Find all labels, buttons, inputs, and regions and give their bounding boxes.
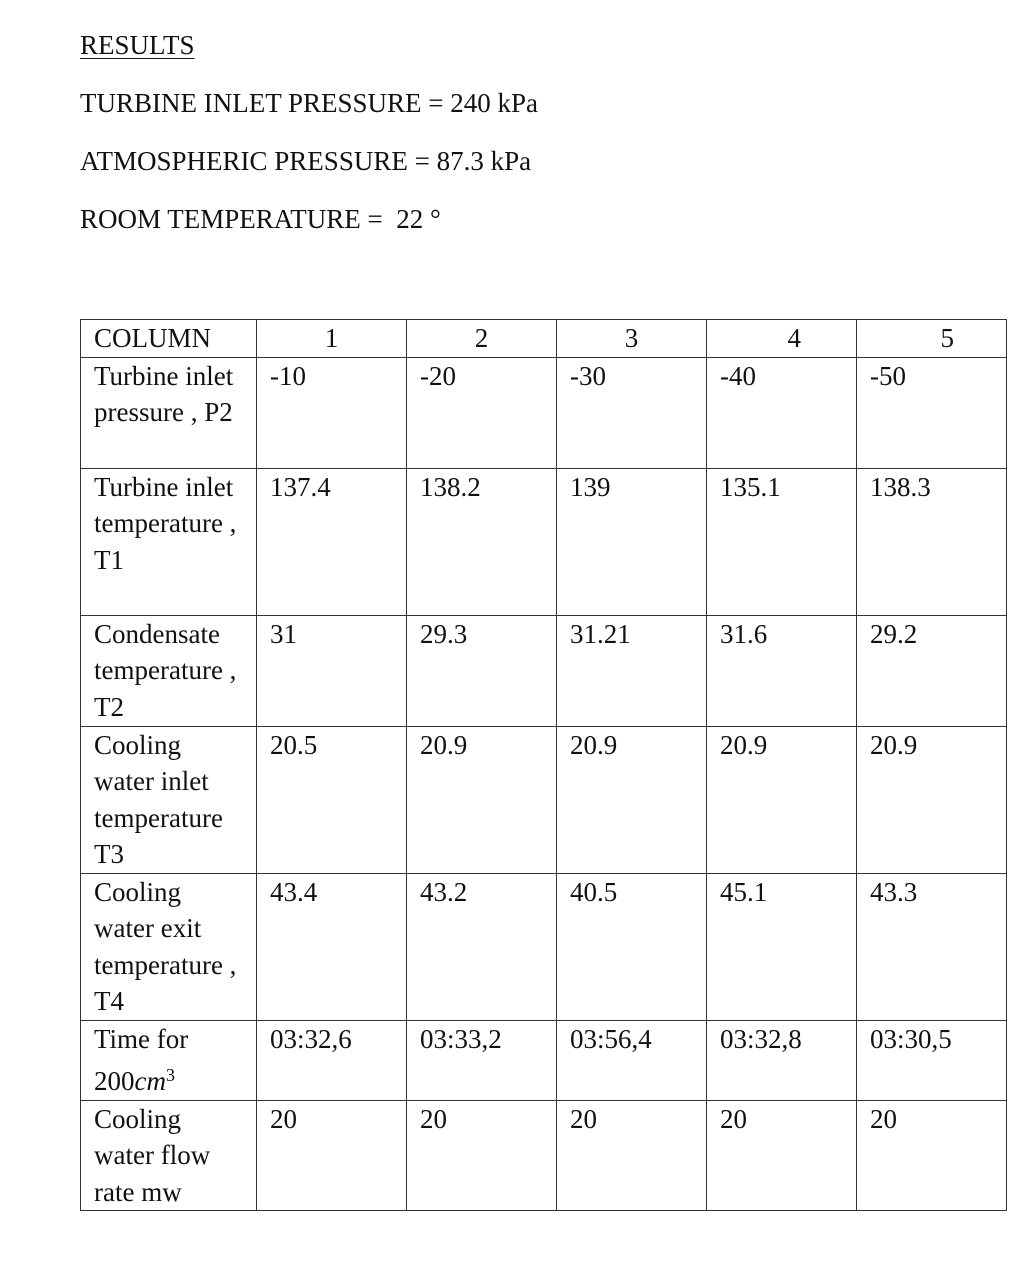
row-label-text: Turbine inlet temperature , T1 (94, 471, 237, 575)
table-cell: 43.3 (857, 873, 1007, 1020)
table-cell: 20 (707, 1100, 857, 1211)
table-cell: -10 (257, 357, 407, 468)
table-cell: -30 (557, 357, 707, 468)
column-header-1: 1 (257, 320, 407, 358)
row-label-text: Cooling water exit temperature , T4 (94, 876, 237, 1016)
atmospheric-pressure-line: ATMOSPHERIC PRESSURE = 87.3 kPa (80, 146, 532, 176)
table-cell: 43.2 (407, 873, 557, 1020)
table-header-row (81, 320, 1007, 358)
row-label-time (81, 1020, 257, 1100)
table-cell: 31 (257, 615, 407, 726)
column-header-4: 4 (707, 320, 857, 358)
column-header-2: 2 (407, 320, 557, 358)
table-cell: 31.6 (707, 615, 857, 726)
row-label-text: Condensate temperature , T2 (94, 618, 237, 722)
table-cell: 20.9 (407, 726, 557, 873)
table-cell: -40 (707, 357, 857, 468)
table-cell: -20 (407, 357, 557, 468)
table-cell: 20.9 (557, 726, 707, 873)
table-cell: 40.5 (557, 873, 707, 1020)
column-header-3: 3 (557, 320, 707, 358)
table-cell: 03:32,6 (257, 1020, 407, 1100)
table-cell: 138.2 (407, 468, 557, 615)
turbine-inlet-pressure-line: TURBINE INLET PRESSURE = 240 kPa (80, 88, 538, 118)
column-header-label: COLUMN (81, 320, 257, 358)
results-heading: RESULTS (80, 30, 195, 60)
room-temperature-line: ROOM TEMPERATURE = 22 ° (80, 204, 441, 234)
table-cell: -50 (857, 357, 1007, 468)
table-cell: 45.1 (707, 873, 857, 1020)
table-row (81, 468, 1007, 615)
table-cell: 20.5 (257, 726, 407, 873)
table-cell: 43.4 (257, 873, 407, 1020)
table-row (81, 726, 1007, 873)
table-cell: 03:33,2 (407, 1020, 557, 1100)
time-label-exponent: 3 (165, 1065, 175, 1085)
row-label-text: Cooling water flow rate mw (94, 1103, 211, 1207)
time-label-prefix: Time for 200 (94, 1023, 189, 1096)
results-table (80, 319, 1007, 1211)
row-label-mw (81, 1100, 257, 1211)
table-cell: 31.21 (557, 615, 707, 726)
table-row (81, 357, 1007, 468)
row-label-t2 (81, 615, 257, 726)
table-cell: 138.3 (857, 468, 1007, 615)
table-cell: 20.9 (857, 726, 1007, 873)
column-header-5: 5 (857, 320, 1007, 358)
time-label-unit: cm (134, 1066, 166, 1096)
row-label-t4 (81, 873, 257, 1020)
row-label-text: Cooling water inlet temperature T3 (94, 729, 223, 869)
table-cell: 03:56,4 (557, 1020, 707, 1100)
table-cell: 29.2 (857, 615, 1007, 726)
table-cell: 20 (857, 1100, 1007, 1211)
row-label-text: Turbine inlet pressure , P2 (94, 360, 234, 427)
row-label-t1 (81, 468, 257, 615)
table-row (81, 1020, 1007, 1100)
table-cell: 20.9 (707, 726, 857, 873)
table-cell: 29.3 (407, 615, 557, 726)
table-row (81, 615, 1007, 726)
table-cell: 139 (557, 468, 707, 615)
row-label-text (94, 1021, 239, 1100)
table-cell: 03:30,5 (857, 1020, 1007, 1100)
table-cell: 03:32,8 (707, 1020, 857, 1100)
table-row (81, 1100, 1007, 1211)
table-cell: 20 (407, 1100, 557, 1211)
row-label-p2 (81, 357, 257, 468)
table-cell: 20 (557, 1100, 707, 1211)
table-row (81, 873, 1007, 1020)
table-cell: 20 (257, 1100, 407, 1211)
table-cell: 135.1 (707, 468, 857, 615)
row-label-t3 (81, 726, 257, 873)
table-cell: 137.4 (257, 468, 407, 615)
